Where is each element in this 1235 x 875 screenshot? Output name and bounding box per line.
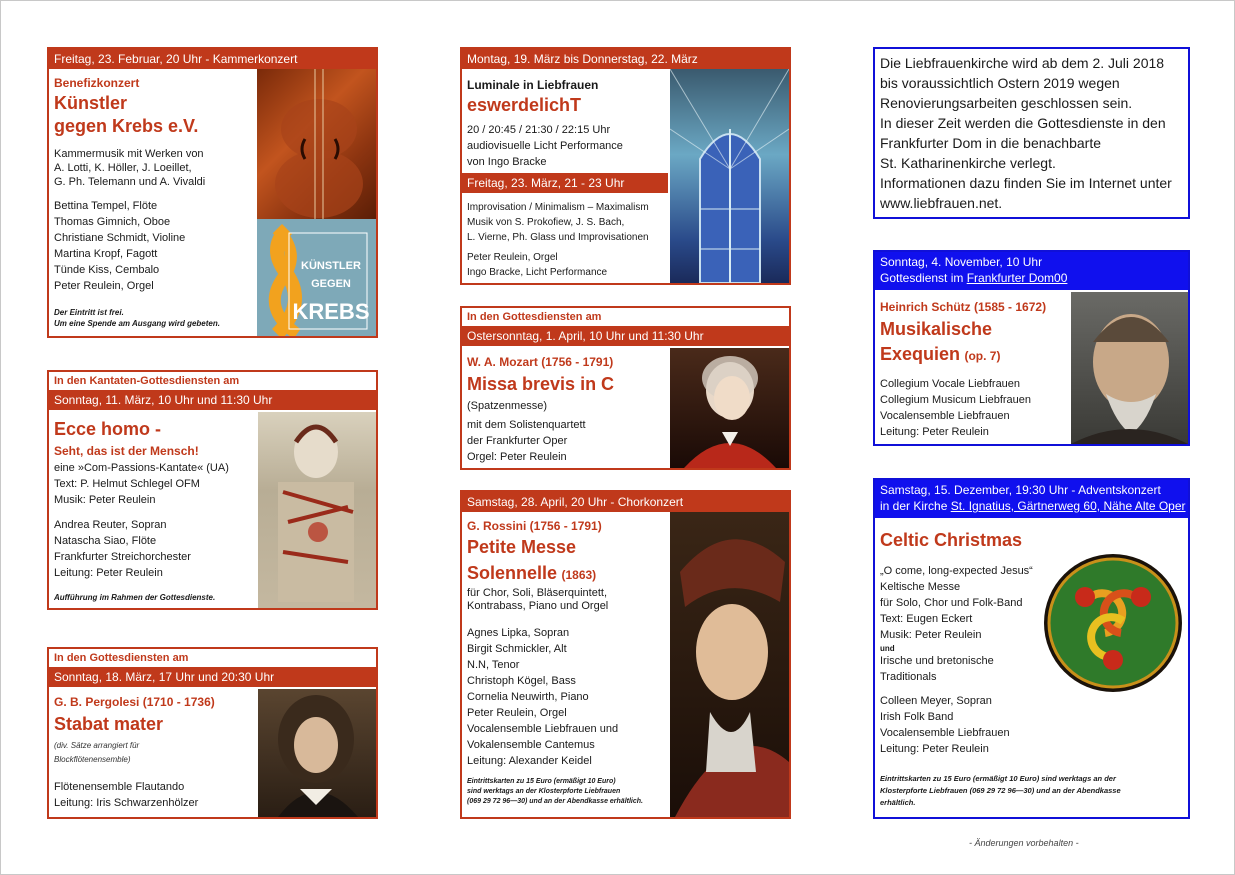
- event-description: Kammermusik mit Werken von A. Lotti, K. Höller, J. Loeillet, G. Ph. Telemann und A. Vivaldi: [54, 148, 206, 188]
- ticket-info: Eintrittskarten zu 15 Euro (ermäßigt 10 Euro) sind werktags an der Klosterpforte Liebfrauen (069 29 72 96—30) und an der Abendkasse erhältlich.: [880, 774, 1121, 807]
- event-kicker: Benefizkonzert: [54, 76, 140, 90]
- event-card-celtic-christmas: [873, 478, 1190, 819]
- performer-list: Bettina Tempel, Flöte Thomas Gimnich, Oboe Christiane Schmidt, Violine Martina Kropf, Fagott Tünde Kiss, Cembalo Peter Reulein, Orgel: [54, 200, 186, 292]
- performer-list: Flötenensemble Flautando Leitung: Iris Schwarzenhölzer: [54, 781, 199, 809]
- event-title: eswerdelichT: [467, 95, 582, 115]
- event-title: Missa brevis in C: [467, 374, 615, 394]
- celtic-triskele-image: [1043, 552, 1183, 694]
- event-description: eine »Com-Passions-Kantate« (UA) Text: P. Helmut Schlegel OFM Musik: Peter Reulein: [54, 462, 229, 506]
- event-description-2: Irische und bretonische Traditionals: [880, 655, 994, 683]
- event-location-header: in der Kirche St. Ignatius, Gärtnerweg 60, Nähe Alte Oper: [875, 499, 1188, 518]
- svg-text:KREBS: KREBS: [292, 299, 370, 324]
- event-pre-header: In den Gottesdiensten am: [467, 311, 602, 323]
- event-title-line2: gegen Krebs e.V.: [54, 116, 199, 136]
- kuenstler-gegen-krebs-logo: [257, 219, 376, 336]
- event-date-header: Montag, 19. März bis Donnerstag, 22. März: [462, 49, 789, 69]
- event-card-missa-brevis: [460, 306, 791, 470]
- svg-text:GEGEN: GEGEN: [311, 278, 351, 290]
- schuetz-portrait: [1071, 292, 1188, 444]
- event-card-kuenstler-gegen-krebs: [47, 47, 378, 338]
- event-title: Ecce homo -: [54, 419, 162, 439]
- event-composer: W. A. Mozart (1756 - 1791): [467, 355, 614, 369]
- event-card-luminale: [460, 47, 791, 285]
- event-title: Celtic Christmas: [880, 530, 1023, 550]
- performer-list: Agnes Lipka, Sopran Birgit Schmickler, Alt N.N, Tenor Christoph Kögel, Bass Cornelia Neuwirth, Piano Peter Reulein, Orgel Vocalensemble Liebfrauen und Vokalensemble Cantemus Leitung: Alexander Keidel: [467, 627, 619, 767]
- event-title-line2: Exequien (op. 7): [880, 344, 1001, 364]
- event-date-header: Sonntag, 4. November, 10 Uhr: [875, 252, 1188, 271]
- event-date-header: Samstag, 15. Dezember, 19:30 Uhr - Adventskonzert: [875, 480, 1188, 499]
- event-description: „O come, long-expected Jesus“ Keltische Messe für Solo, Chor und Folk-Band Text: Eugen Eckert Musik: Peter Reulein: [880, 565, 1033, 641]
- event-date-header: Freitag, 23. Februar, 20 Uhr - Kammerkonzert: [49, 49, 376, 69]
- event-date-header: Sonntag, 18. März, 17 Uhr und 20:30 Uhr: [49, 667, 376, 687]
- performer-list: Colleen Meyer, Sopran Irish Folk Band Vocalensemble Liebfrauen Leitung: Peter Reulein: [880, 695, 1010, 755]
- svg-text:KÜNSTLER: KÜNSTLER: [301, 260, 361, 272]
- event-description-2: Improvisation / Minimalism – Maximalism Musik von S. Prokofiew, J. S. Bach, L. Vierne, Ph. Glass und Improvisationen: [467, 202, 649, 243]
- event-title-line2: Solennelle (1863): [467, 563, 597, 583]
- event-date-header: Ostersonntag, 1. April, 10 Uhr und 11:30 Uhr: [462, 326, 789, 346]
- event-composer: Heinrich Schütz (1585 - 1672): [880, 300, 1047, 314]
- performer-list: Collegium Vocale Liebfrauen Collegium Musicum Liebfrauen Vocalensemble Liebfrauen Leitung: Peter Reulein: [880, 378, 1032, 438]
- rossini-portrait: [670, 512, 789, 817]
- ecce-homo-painting: [258, 412, 376, 608]
- violin-image: [257, 69, 376, 219]
- event-description: mit dem Solistenquartett der Frankfurter Oper Orgel: Peter Reulein: [467, 419, 586, 463]
- event-opus: (op. 7): [964, 349, 1001, 363]
- location-link[interactable]: Frankfurter Dom00: [966, 271, 1068, 285]
- event-pre-header: In den Gottesdiensten am: [54, 652, 189, 664]
- und-connector: und: [880, 644, 895, 653]
- event-subtitle: (Spatzenmesse): [467, 400, 548, 412]
- event-title: Stabat mater: [54, 714, 164, 734]
- event-composer: G. Rossini (1756 - 1791): [467, 519, 602, 533]
- event-location-header: Gottesdienst im Frankfurter Dom00: [875, 271, 1188, 290]
- event-note: Aufführung im Rahmen der Gottesdienste.: [54, 593, 216, 602]
- event-card-petite-messe: [460, 490, 791, 819]
- event-note: Der Eintritt ist frei. Um eine Spende am Ausgang wird gebeten.: [54, 308, 220, 328]
- event-date-header-2: Freitag, 23. März, 21 - 23 Uhr: [462, 173, 668, 193]
- event-date-header: Samstag, 28. April, 20 Uhr - Chorkonzert: [462, 492, 789, 512]
- event-note: (div. Sätze arrangiert für Blockflötenensemble): [54, 741, 140, 764]
- location-link[interactable]: St. Ignatius, Gärtnerweg 60, Nähe Alte Oper: [950, 499, 1186, 513]
- event-card-stabat-mater: [47, 647, 378, 819]
- pergolesi-portrait: [258, 689, 376, 817]
- performer-list: Andrea Reuter, Sopran Natascha Siao, Flöte Frankfurter Streichorchester Leitung: Peter Reulein: [54, 519, 191, 579]
- church-closure-notice: [873, 47, 1190, 219]
- ticket-info: Eintrittskarten zu 15 Euro (ermäßigt 10 Euro) sind werktags an der Klosterpforte Liebfrauen (069 29 72 96—30) und an der Abendkasse erhältlich.: [467, 778, 643, 805]
- mozart-portrait: [670, 348, 789, 468]
- event-title: Petite Messe: [467, 537, 577, 557]
- event-title: Musikalische: [880, 319, 993, 339]
- performer-list: Peter Reulein, Orgel Ingo Bracke, Licht Performance: [467, 252, 608, 278]
- footer-disclaimer: - Änderungen vorbehalten -: [969, 838, 1079, 848]
- event-title: Künstler: [54, 93, 128, 113]
- event-description: für Chor, Soli, Bläserquintett, Kontrabass, Piano und Orgel: [467, 587, 609, 612]
- event-pre-header: In den Kantaten-Gottesdiensten am: [54, 375, 240, 387]
- event-date-header: Sonntag, 11. März, 10 Uhr und 11:30 Uhr: [49, 390, 376, 410]
- event-year: (1863): [561, 568, 597, 582]
- notice-text: Die Liebfrauenkirche wird ab dem 2. Juli 2018 bis voraussichtlich Ostern 2019 wegen Renovierungsarbeiten geschlossen sein. In dieser Zeit werden die Gottesdienste in den Frankfurter Dom in die benachbarte St. Katharinenkirche verlegt. Informationen dazu finden Sie im Internet unter www.liebfrauen.net.: [880, 55, 1172, 211]
- church-window-light-image: [670, 69, 789, 283]
- event-description: 20 / 20:45 / 21:30 / 22:15 Uhr audiovisuelle Licht Performance von Ingo Bracke: [467, 124, 623, 168]
- event-subtitle: Seht, das ist der Mensch!: [54, 444, 199, 458]
- event-card-ecce-homo: [47, 370, 378, 610]
- event-kicker: Luminale in Liebfrauen: [467, 78, 599, 92]
- event-card-musikalische-exequien: [873, 250, 1190, 446]
- event-composer: G. B. Pergolesi (1710 - 1736): [54, 695, 215, 709]
